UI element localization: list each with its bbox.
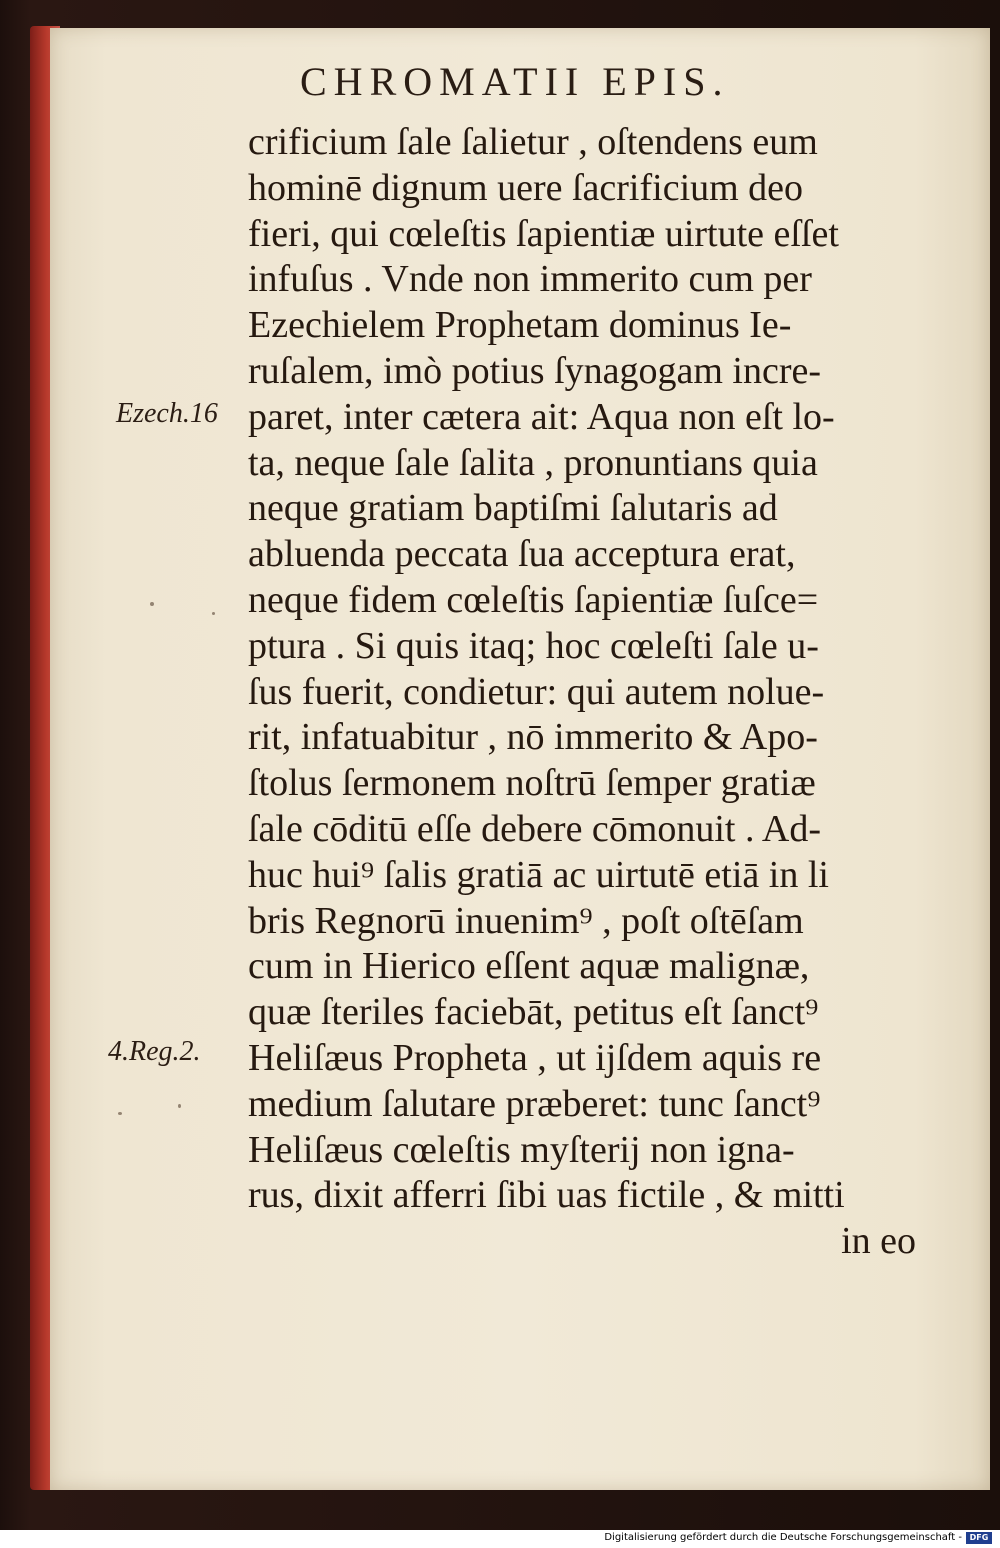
text-line: ruſalem, imò potius ſynagogam incre- <box>248 349 822 392</box>
text-line: ſale cōditū eſſe debere cōmonuit . Ad- <box>248 807 821 850</box>
funding-credit: Digitalisierung gefördert durch die Deutsche Forschungsgemeinschaft - <box>604 1532 962 1543</box>
running-head: CHROMATII EPIS. <box>300 59 730 104</box>
ink-speck <box>178 1104 181 1108</box>
text-line: hominē dignum uere ſacrificium deo <box>248 166 804 209</box>
text-line: bris Regnorū inuenim⁹ , poſt oſtēſam <box>248 899 804 942</box>
catchword: in eo <box>841 1220 916 1263</box>
margin-note-reg: 4.Reg.2. <box>108 1036 201 1067</box>
text-line: ta, neque ſale ſalita , pronuntians quia <box>248 441 818 484</box>
text-line: ptura . Si quis itaq; hoc cœleſti ſale u- <box>248 624 819 667</box>
text-line: infuſus . Vnde non immerito cum per <box>248 258 812 301</box>
text-line: ſtolus ſermonem noſtrū ſemper gratiæ <box>248 762 816 805</box>
text-line: neque fidem cœleſtis ſapientiæ ſuſce= <box>248 578 819 621</box>
text-line: abluenda peccata ſua acceptura erat, <box>248 533 796 576</box>
margin-note-ezech: Ezech.16 <box>116 398 218 429</box>
text-line: fieri, qui cœleſtis ſapientiæ uirtute eſſet <box>248 212 839 255</box>
text-line: quæ ſteriles faciebāt, petitus eſt ſanct⁹ <box>248 991 819 1034</box>
text-line: Heliſæus cœleſtis myſterij non igna- <box>248 1128 795 1171</box>
text-line: cum in Hierico eſſent aquæ malignæ, <box>248 945 810 988</box>
ink-speck <box>118 1112 122 1115</box>
text-line: Heliſæus Propheta , ut ijſdem aquis re <box>248 1036 822 1079</box>
dfg-logo: DFG <box>966 1532 992 1544</box>
body-text <box>248 120 916 1265</box>
text-line: huc hui⁹ ſalis gratiā ac uirtutē etiā in li <box>248 853 829 896</box>
text-line: crificium ſale ſalietur , oſtendens eum <box>248 121 818 163</box>
text-line: ſus fuerit, condietur: qui autem nolue- <box>248 670 825 713</box>
text-line: rit, infatuabitur , nō immerito & Apo- <box>248 716 818 759</box>
text-line: neque gratiam baptiſmi ſalutaris ad <box>248 487 778 530</box>
text-line: Ezechielem Prophetam dominus Ie- <box>248 304 792 347</box>
text-line: rus, dixit afferri ſibi uas fictile , & mitti <box>248 1174 845 1217</box>
text-line: paret, inter cætera ait: Aqua non eſt lo- <box>248 395 835 438</box>
ink-speck <box>212 612 215 615</box>
text-line: medium ſalutare præberet: tunc ſanct⁹ <box>248 1082 821 1125</box>
ink-speck <box>150 602 154 606</box>
